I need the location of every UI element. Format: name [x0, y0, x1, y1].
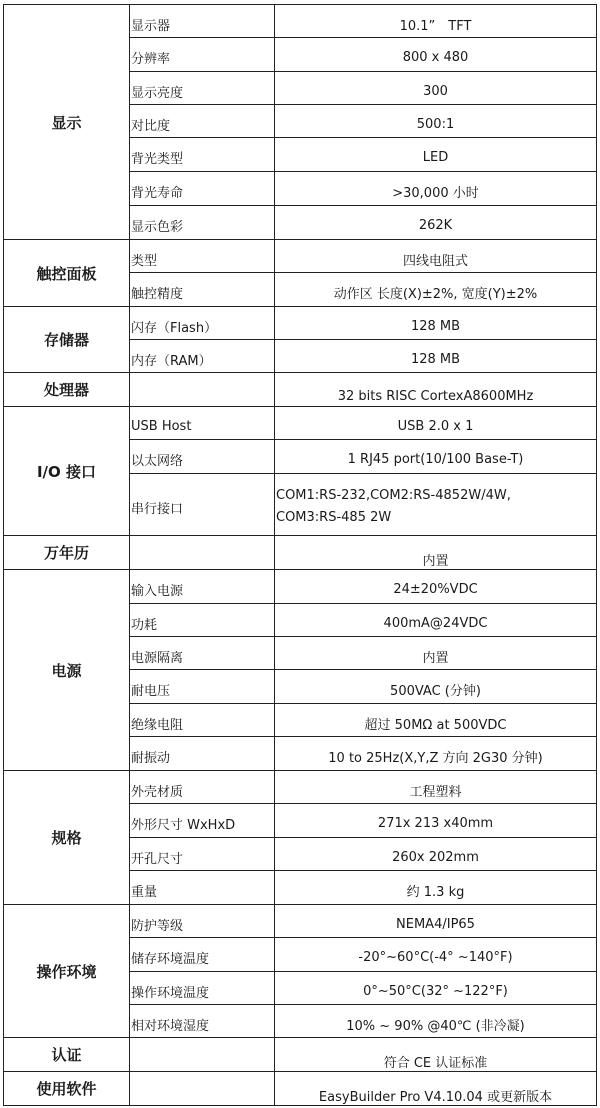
category-label: 万年历 — [4, 536, 130, 570]
parameter-value: 260x 202mm — [275, 838, 597, 871]
value-line: COM3:RS-485 2W — [276, 509, 392, 525]
parameter-label: 储存环境温度 — [130, 938, 275, 972]
parameter-value: 内置 — [275, 637, 597, 670]
parameter-value: 1 RJ45 port(10/100 Base-T) — [275, 440, 597, 474]
parameter-label — [130, 373, 275, 407]
spec-row — [4, 1072, 597, 1106]
parameter-label: 防护等级 — [130, 905, 275, 938]
parameter-value: 动作区 长度(X)±2%, 宽度(Y)±2% — [275, 273, 597, 307]
category-label: 存储器 — [4, 307, 130, 373]
parameter-value: USB 2.0 x 1 — [275, 407, 597, 440]
category-label: 认证 — [4, 1038, 130, 1072]
parameter-label: 分辨率 — [130, 38, 275, 72]
parameter-label — [130, 536, 275, 570]
parameter-label: 操作环境温度 — [130, 972, 275, 1005]
parameter-value: 约 1.3 kg — [275, 871, 597, 905]
parameter-value: 10% ~ 90% @40℃ (非冷凝) — [275, 1005, 597, 1038]
category-label: I/O 接口 — [4, 407, 130, 536]
parameter-label: 对比度 — [130, 105, 275, 138]
parameter-value: 符合 CE 认证标准 — [275, 1038, 597, 1072]
parameter-value: 0°~50°C(32° ~122°F) — [275, 972, 597, 1005]
parameter-label: 触控精度 — [130, 273, 275, 307]
category-label: 操作环境 — [4, 905, 130, 1038]
parameter-label: 内存（RAM） — [130, 340, 275, 373]
category-label: 触控面板 — [4, 240, 130, 307]
parameter-label: 开孔尺寸 — [130, 838, 275, 871]
category-label: 电源 — [4, 570, 130, 771]
spec-table-body — [4, 5, 597, 1106]
parameter-value: 10.1” TFT — [275, 5, 597, 38]
parameter-label: USB Host — [130, 407, 275, 440]
parameter-label: 外形尺寸 WxHxD — [130, 804, 275, 838]
parameter-label — [130, 1038, 275, 1072]
parameter-label: 外壳材质 — [130, 771, 275, 804]
parameter-label: 相对环境湿度 — [130, 1005, 275, 1038]
spec-table — [3, 4, 597, 1106]
spec-row — [4, 1038, 597, 1072]
parameter-label: 功耗 — [130, 604, 275, 637]
parameter-value: -20°~60°C(-4° ~140°F) — [275, 938, 597, 972]
parameter-value: 128 MB — [275, 340, 597, 373]
parameter-label: 重量 — [130, 871, 275, 905]
parameter-label: 绝缘电阻 — [130, 704, 275, 737]
parameter-value: 500VAC (分钟) — [275, 670, 597, 704]
parameter-label: 显示器 — [130, 5, 275, 38]
parameter-value: 内置 — [275, 536, 597, 570]
parameter-value: 500:1 — [275, 105, 597, 138]
spec-row — [4, 373, 597, 407]
parameter-value: 超过 50MΩ at 500VDC — [275, 704, 597, 737]
spec-row — [4, 905, 597, 938]
parameter-value: 四线电阻式 — [275, 240, 597, 273]
spec-row — [4, 240, 597, 273]
category-label: 处理器 — [4, 373, 130, 407]
parameter-value: EasyBuilder Pro V4.10.04 或更新版本 — [275, 1072, 597, 1106]
value-line: COM1:RS-232,COM2:RS-4852W/4W, — [276, 487, 511, 503]
category-label: 使用软件 — [4, 1072, 130, 1106]
parameter-label: 耐电压 — [130, 670, 275, 704]
parameter-value: 400mA@24VDC — [275, 604, 597, 637]
category-label: 规格 — [4, 771, 130, 905]
parameter-value: 800 x 480 — [275, 38, 597, 72]
category-label: 显示 — [4, 5, 130, 240]
parameter-value: 32 bits RISC CortexA8600MHz — [275, 373, 597, 407]
spec-row — [4, 570, 597, 604]
spec-row — [4, 5, 597, 38]
parameter-value: 24±20%VDC — [275, 570, 597, 604]
parameter-value — [275, 474, 597, 536]
parameter-label: 输入电源 — [130, 570, 275, 604]
parameter-label: 显示亮度 — [130, 72, 275, 105]
parameter-value: 10 to 25Hz(X,Y,Z 方向 2G30 分钟) — [275, 737, 597, 771]
parameter-value: 128 MB — [275, 307, 597, 340]
parameter-label: 电源隔离 — [130, 637, 275, 670]
parameter-value: >30,000 小时 — [275, 172, 597, 206]
spec-row — [4, 407, 597, 440]
spec-row — [4, 307, 597, 340]
parameter-value: NEMA4/IP65 — [275, 905, 597, 938]
parameter-label: 串行接口 — [130, 474, 275, 536]
parameter-value: 300 — [275, 72, 597, 105]
parameter-value: LED — [275, 138, 597, 172]
parameter-label — [130, 1072, 275, 1106]
parameter-value: 271x 213 x40mm — [275, 804, 597, 838]
parameter-label: 耐振动 — [130, 737, 275, 771]
parameter-label: 以太网络 — [130, 440, 275, 474]
spec-row — [4, 536, 597, 570]
parameter-value: 262K — [275, 206, 597, 240]
parameter-label: 显示色彩 — [130, 206, 275, 240]
parameter-label: 闪存（Flash） — [130, 307, 275, 340]
parameter-label: 背光寿命 — [130, 172, 275, 206]
spec-row — [4, 771, 597, 804]
parameter-value: 工程塑料 — [275, 771, 597, 804]
parameter-label: 背光类型 — [130, 138, 275, 172]
parameter-label: 类型 — [130, 240, 275, 273]
